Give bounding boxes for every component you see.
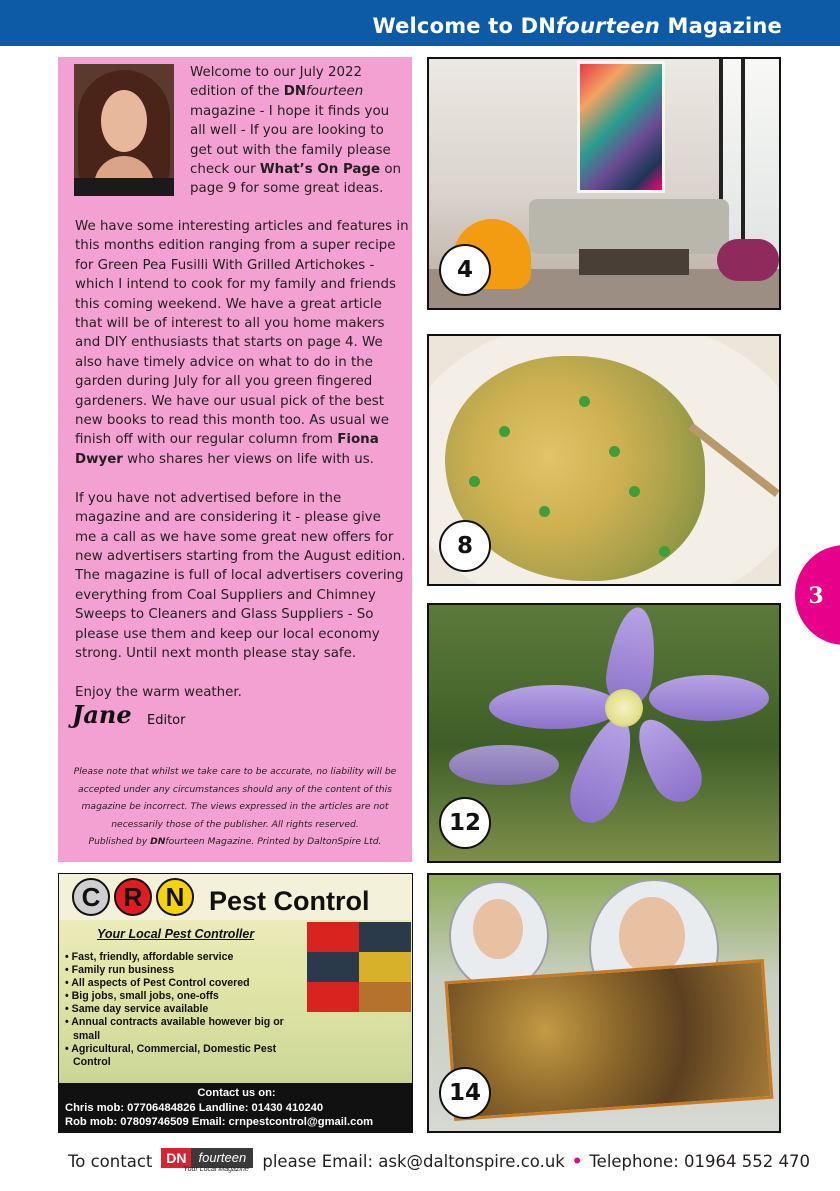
logo-letter-r: R (114, 878, 152, 916)
text-line: and DIY enthusiasts that starts on page 4. We (75, 335, 383, 351)
text-line: everything from Coal Suppliers and Chimney (75, 587, 376, 603)
text-line: page 9 for some great ideas. (190, 181, 384, 197)
ad-subtitle: Your Local Pest Controller (97, 927, 255, 941)
footer-separator: • (571, 1151, 583, 1171)
text-line: strong. Until next month please stay safe. (75, 645, 357, 661)
contact-line-chris: Chris mob: 07706484826 Landline: 01430 410240 (65, 1102, 324, 1114)
editorial-panel (58, 57, 412, 862)
page-number: 3 (808, 583, 824, 609)
text-line (75, 469, 409, 488)
text-line: edition of the DNfourteen (190, 84, 364, 100)
text-line (75, 663, 409, 682)
header-bar (0, 0, 840, 46)
text-line: this months edition ranging from a super recipe (75, 238, 396, 254)
editor-photo (74, 64, 174, 196)
text-line: Welcome to our July 2022 (190, 65, 363, 80)
text-line: check our What’s On Page on (190, 162, 402, 178)
artwork-icon (577, 61, 665, 193)
pest-control-ad[interactable] (58, 873, 413, 1133)
text-line: for Green Pea Fusilli With Grilled Artichokes - (75, 257, 375, 273)
contact-line-rob: Rob mob: 07809746509 Email: crnpestcontrol@gmail.com (65, 1116, 374, 1128)
text-line: also have timely advice on what to do in the (75, 354, 374, 370)
text-line: get out with the family please (190, 142, 391, 158)
text-line: necessarily those of the publisher. All rights reserved. (111, 818, 359, 830)
list-item: • All aspects of Pest Control covered (65, 977, 303, 990)
pasta-dish-photo[interactable] (427, 334, 781, 586)
text-line: gardeners. We have our usual pick of the best (75, 393, 385, 409)
contact-heading: Contact us on: (197, 1087, 276, 1099)
editorial-intro (190, 63, 401, 199)
text-line: magazine and are considering it - please give (75, 510, 381, 526)
ad-title: Pest Control (209, 886, 370, 916)
text-line: magazine - I hope it finds you (190, 103, 390, 119)
list-item: • Fast, friendly, affordable service (65, 951, 303, 964)
text-line: accepted under any circumstances should any of the content of this (78, 783, 392, 795)
text-line: The magazine is full of local advertisers covering (75, 568, 404, 584)
footer-email[interactable]: please Email: ask@daltonspire.co.uk (262, 1151, 565, 1171)
text-line: garden during July for all you green fingered (75, 374, 373, 390)
text-line: Sweeps to Cleaners and Glass Suppliers - So (75, 607, 374, 623)
list-item: • Annual contracts available however big or small (65, 1016, 303, 1042)
list-item: • Family run business (65, 964, 303, 977)
text-line: If you have not advertised before in the (75, 490, 342, 506)
ad-contact-block (59, 1083, 413, 1133)
footer-contact (68, 1148, 810, 1174)
text-line: Dwyer who shares her views on life with us. (75, 451, 374, 467)
text-line: new advertisers starting from the August edition. (75, 548, 406, 564)
text-line: me a call as we have some great new offers for (75, 529, 394, 545)
text-line: finish off with our regular column from Fiona (75, 432, 379, 448)
living-room-photo[interactable] (427, 57, 781, 310)
list-item: • Big jobs, small jobs, one-offs (65, 990, 303, 1003)
list-item: • Same day service available (65, 1003, 303, 1016)
page-badge-12: 12 (439, 797, 491, 849)
text-line: which I intend to cook for my family and friends (75, 277, 396, 293)
text-line: magazine be incorrect. The views expressed in the articles are not (81, 801, 389, 813)
beekeepers-photo[interactable] (427, 873, 781, 1133)
editor-signature: Jane (72, 700, 132, 729)
disclaimer (66, 763, 404, 851)
editor-role: Editor (147, 713, 186, 728)
text-line: Please note that whilst we take care to be accurate, no liability will be (73, 766, 397, 777)
text-line: all well - If you are looking to (190, 123, 384, 139)
footer-logo: DN fourteen Your Local Magazine (161, 1148, 253, 1174)
logo-letter-c: C (72, 878, 110, 916)
page-badge-4: 4 (439, 244, 491, 296)
editorial-body (75, 217, 409, 702)
text-line: that will be of interest to all you home makers (75, 316, 385, 332)
footer-prefix: To contact (68, 1151, 153, 1171)
footer-phone[interactable]: Telephone: 01964 552 470 (589, 1151, 810, 1171)
page-title: Welcome to DNfourteen Magazine (372, 14, 782, 38)
text-line: new books to read this month too. As usual we (75, 413, 389, 429)
pest-images (307, 922, 411, 1012)
text-line: please use them and keep our local economy (75, 626, 380, 642)
ad-feature-list (65, 951, 303, 1069)
clematis-flower-photo[interactable] (427, 603, 781, 863)
list-item: • Agricultural, Commercial, Domestic Pest Control (65, 1043, 303, 1069)
text-line: Enjoy the warm weather. (75, 684, 242, 700)
text-line: Published by DNfourteen Magazine. Printed by DaltonSpire Ltd. (88, 836, 382, 848)
page-badge-14: 14 (439, 1067, 491, 1119)
text-line: We have some interesting articles and features in (75, 219, 409, 234)
page-badge-8: 8 (439, 520, 491, 572)
logo-letter-n: N (156, 878, 194, 916)
text-line: this coming weekend. We have a great article (75, 296, 382, 312)
